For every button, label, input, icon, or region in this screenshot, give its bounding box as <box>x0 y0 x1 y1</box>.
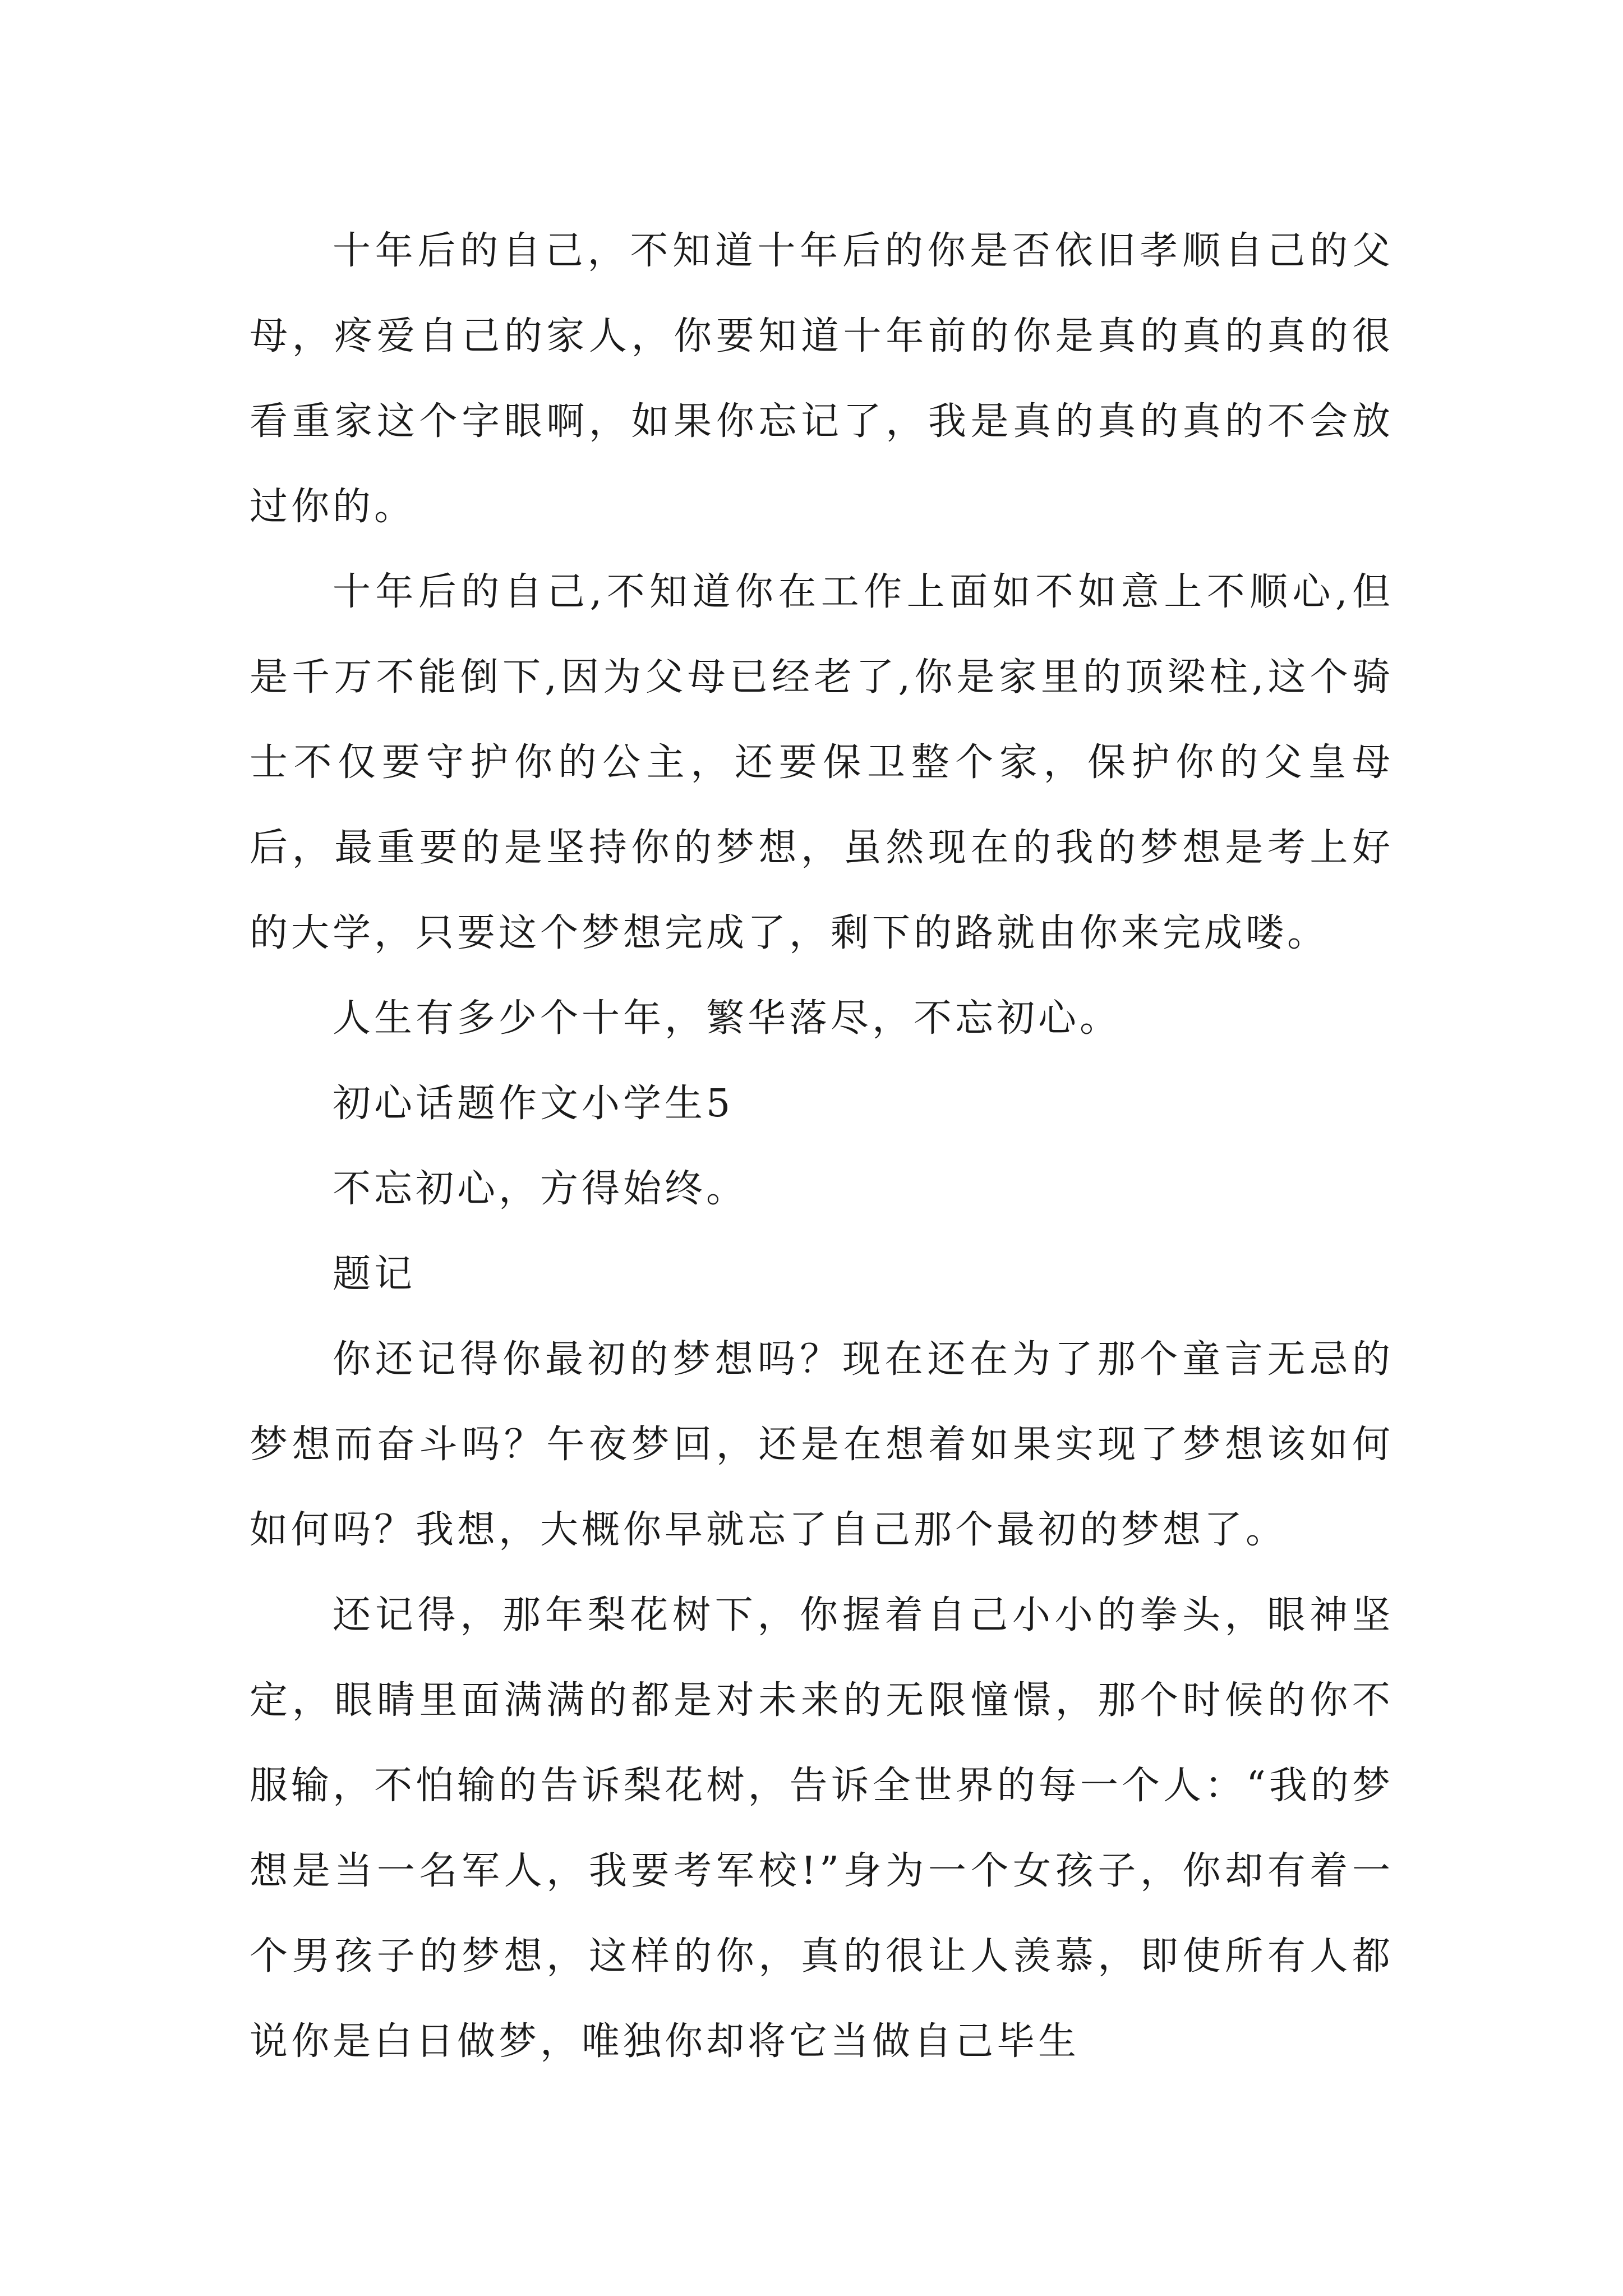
essay-heading: 初心话题作文小学生5 <box>333 1082 734 1126</box>
epigraph-label: 题记 <box>333 1252 416 1296</box>
epigraph: 不忘初心，方得始终。 <box>333 1167 748 1211</box>
document-body <box>250 209 1394 2085</box>
paragraph-5: 还记得，那年梨花树下，你握着自己小小的拳头，眼神坚定，眼睛里面满满的都是对未来的无限憧憬，那个时候的你不服输，不怕输的告诉梨花树，告诉全世界的每一个人：“我的梦想是当一名军人，我要考军校!”身为一个女孩子，你却有着一个男孩子的梦想，这样的你，真的很让人羡慕，即使所有人都说你是白日做梦，唯独你却将它当做自己毕生 <box>250 1593 1394 2064</box>
paragraph-1: 十年后的自己，不知道十年后的你是否依旧孝顺自己的父母，疼爱自己的家人，你要知道十年前的你是真的真的真的很看重家这个字眼啊，如果你忘记了，我是真的真的真的不会放过你的。 <box>250 229 1394 529</box>
paragraph-4: 你还记得你最初的梦想吗？现在还在为了那个童言无忌的梦想而奋斗吗？午夜梦回，还是在想着如果实现了梦想该如何如何吗？我想，大概你早就忘了自己那个最初的梦想了。 <box>250 1337 1394 1552</box>
paragraph-3: 人生有多少个十年，繁华落尽，不忘初心。 <box>333 996 1122 1041</box>
paragraph-2: 十年后的自己,不知道你在工作上面如不如意上不顺心,但是千万不能倒下,因为父母已经老了,你是家里的顶梁柱,这个骑士不仅要守护你的公主，还要保卫整个家，保护你的父皇母后，最重要的是坚持你的梦想，虽然现在的我的梦想是考上好的大学，只要这个梦想完成了，剩下的路就由你来完成喽。 <box>250 570 1394 955</box>
